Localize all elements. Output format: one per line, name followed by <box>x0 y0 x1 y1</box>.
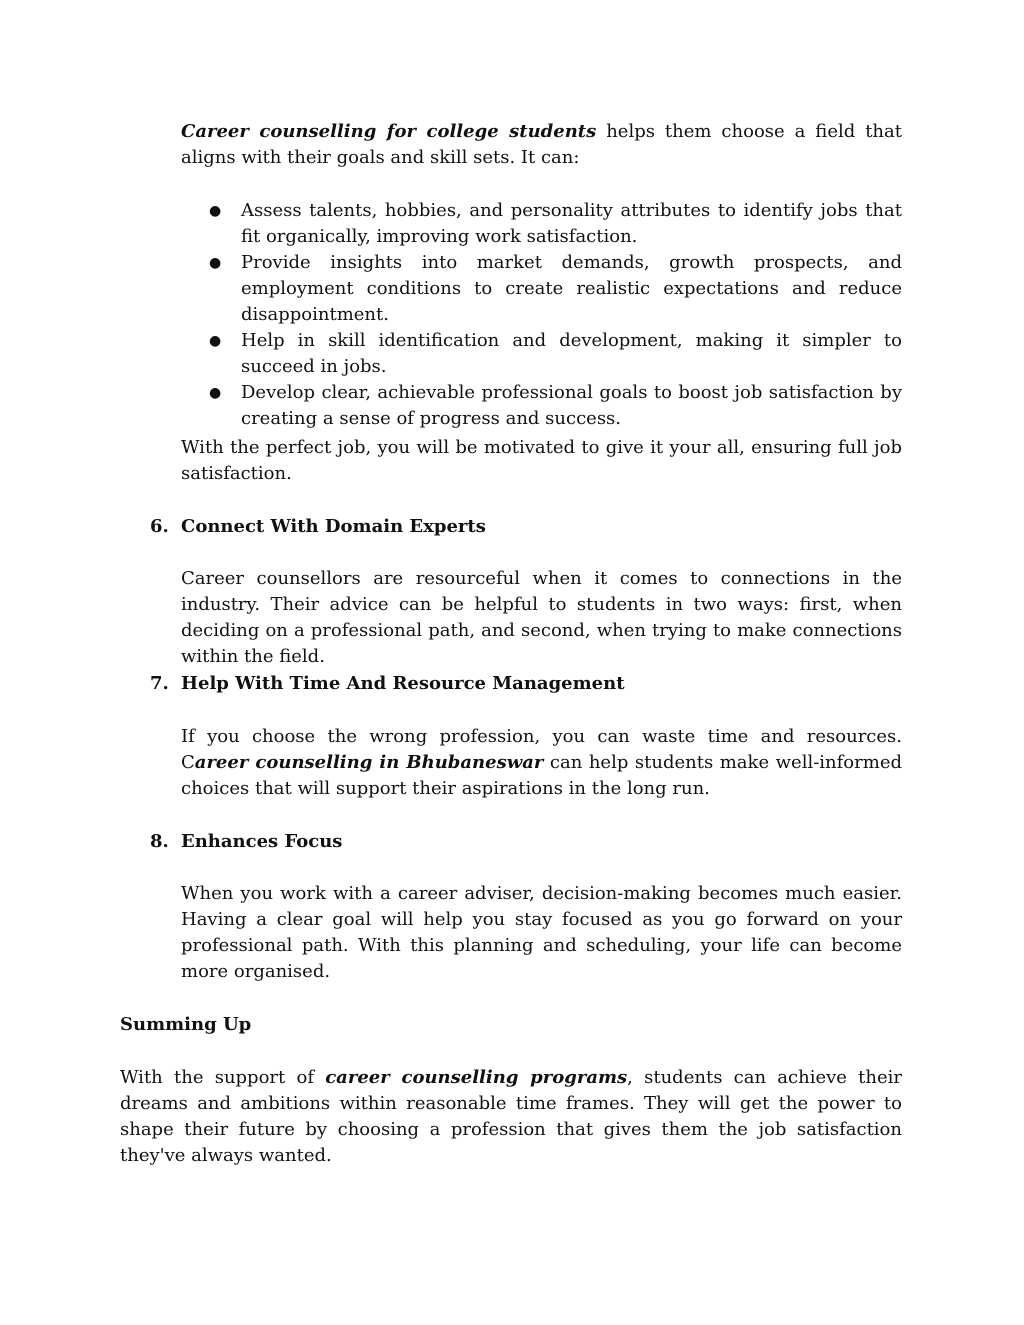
bullet-icon: ● <box>209 385 222 401</box>
bullet-icon: ● <box>209 333 222 349</box>
list-item <box>181 250 902 328</box>
summary-body-end: , students can achieve their dreams and ambitions within reasonable time frames. They will get the power to shape their future by choosing a profession that gives them the job satisfaction they've always wanted. <box>120 1067 902 1166</box>
section-8-title: Enhances Focus <box>181 831 343 852</box>
section-7-number: 7. <box>150 673 169 694</box>
list-item <box>181 328 902 380</box>
summary-body <box>120 1065 902 1169</box>
bullet-text: Help in skill identification and development, making it simpler to succeed in jobs. <box>241 330 902 377</box>
summary-title: Summing Up <box>120 1014 252 1035</box>
bullet-text: Assess talents, hobbies, and personality attributes to identify jobs that fit organically, improving work satisfaction. <box>241 200 902 247</box>
intro-paragraph <box>181 119 902 171</box>
intro-bold-phrase: Career counselling for college students <box>181 121 597 142</box>
list-item <box>181 380 902 432</box>
section-8-body: When you work with a career adviser, decision-making becomes much easier. Having a clear goal will help you stay focused as you go forward on your professional path. With this planning and scheduling, your life can become more organised. <box>181 883 902 982</box>
section-6-heading <box>150 514 486 540</box>
section-7-title: Help With Time And Resource Management <box>181 673 625 694</box>
bullet-text: Develop clear, achievable professional goals to boost job satisfaction by creating a sense of progress and success. <box>241 382 902 429</box>
section-7-body-end: can help students make well-informed choices that will support their aspirations in the long run. <box>181 752 902 799</box>
section-6-title: Connect With Domain Experts <box>181 516 486 537</box>
bullet-icon: ● <box>209 203 222 219</box>
section-8-heading <box>150 829 342 855</box>
section-7-bold-phrase: areer counselling in Bhubaneswar <box>194 752 544 773</box>
summary-body-start: With the support of <box>120 1067 326 1088</box>
section-7-body-start: If you choose the wrong profession, you can waste time and resources. C <box>181 726 902 773</box>
section-6-number: 6. <box>150 516 169 537</box>
bullet-list <box>181 198 902 432</box>
bullet-icon: ● <box>209 255 222 271</box>
list-item <box>181 198 902 250</box>
section-7-body <box>181 724 902 802</box>
bullet-text: Provide insights into market demands, growth prospects, and employment conditions to create realistic expectations and reduce disappointment. <box>241 252 902 325</box>
after-bullets-paragraph: With the perfect job, you will be motivated to give it your all, ensuring full job satisfaction. <box>181 437 902 484</box>
summary-bold-phrase: career counselling programs <box>325 1067 628 1088</box>
section-6-body: Career counsellors are resourceful when it comes to connections in the industry. Their advice can be helpful to students in two ways: first, when deciding on a professional path, and second, when trying to make connections within the field. <box>181 568 902 667</box>
section-7-heading <box>150 671 625 697</box>
intro-text: helps them choose a field that aligns with their goals and skill sets. It can: <box>181 121 902 168</box>
section-8-number: 8. <box>150 831 169 852</box>
